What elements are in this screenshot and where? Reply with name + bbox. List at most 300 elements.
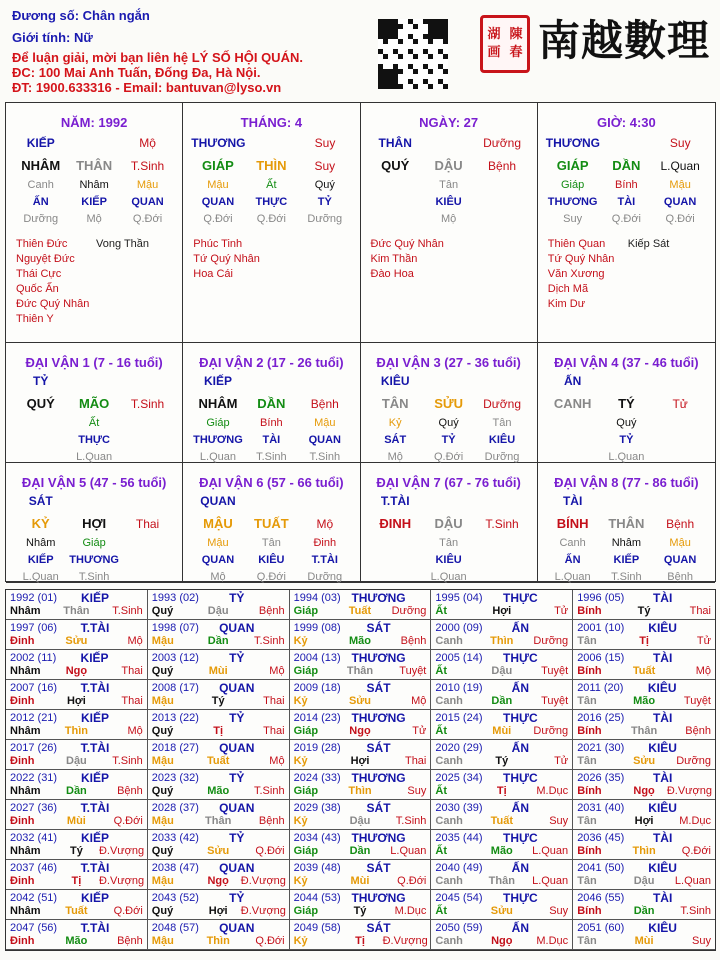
year-branch: Tý [69,845,83,857]
year-stem: Nhâm [10,785,41,797]
year-stem: Ất [435,725,447,737]
year-cell[interactable] [431,680,573,710]
year-cell[interactable] [148,590,290,620]
owner-name: Đương số: Chân ngắn [12,8,150,23]
cell-text: Suy [563,213,583,225]
cell-text: Tân [261,537,281,549]
life-stage: M.Dục [536,935,569,947]
year-row-bottom [577,665,711,678]
ten-god-label: TÀI [652,771,673,785]
cell-text: KIẾP [81,196,107,208]
year-cell[interactable] [6,920,148,950]
cell-text: KIẾP [203,374,232,388]
cell-text: THƯƠNG [545,136,600,150]
year-cell[interactable] [573,620,715,650]
year-row-bottom [577,935,711,948]
year-row-top [152,892,285,905]
year-row-top [294,682,427,695]
cell-text [475,195,528,210]
shensha-block [183,227,359,282]
year-cell[interactable] [6,890,148,920]
year-row-top [294,922,427,935]
cell-text: L.Quan [199,451,236,463]
year-stem: Giáp [293,905,319,917]
year-branch: Thìn [632,845,656,857]
dai-van-title: ĐẠI VẬN 5 (47 - 56 tuổi) [21,475,167,490]
cell-text [546,433,600,448]
year-row-top [152,832,285,845]
year-cell[interactable] [290,620,432,650]
dai-van-cell [361,463,538,583]
ten-god-label: TÀI [652,711,673,725]
ten-god-label: QUAN [219,741,255,755]
year-cell[interactable] [431,890,573,920]
life-stage: Suy [549,815,569,827]
year-cell[interactable] [573,590,715,620]
life-stage: Bệnh [685,725,711,737]
life-stage: Q.Đới [113,905,143,917]
cell-text [121,553,174,568]
pillar-cell [538,103,715,343]
year-cell[interactable] [148,920,290,950]
year-branch: Dậu [349,815,371,827]
cell-text: ẤN [564,554,581,566]
year-row-bottom [435,875,568,888]
year-row-top [577,772,711,785]
cell-text: GIÁP [556,158,589,173]
cell-text: T.Sinh [611,571,642,583]
year-cell[interactable] [573,860,715,890]
year-branch: Thân [63,605,90,617]
cell-text [298,494,351,509]
cell-text: Bệnh [310,397,339,411]
cell-text [67,136,120,151]
year-label: 1997 (06) [10,622,58,634]
shensha-left [193,237,273,282]
year-label: 2007 (16) [10,682,58,694]
year-cell[interactable] [431,710,573,740]
year-row-bottom [152,605,285,618]
ten-god-label: ẤN [511,861,529,875]
cell-text: Giáp [206,417,230,429]
year-row-top [435,592,568,605]
cell-text: Q.Đới [203,213,233,225]
year-cell[interactable] [148,710,290,740]
ten-god-label: ẤN [511,681,529,695]
ten-god-label: THỰC [503,771,538,785]
cell-text [475,553,528,568]
life-stage: Thai [121,695,143,707]
cell-text: Dưỡng [483,397,521,411]
life-stage: Tuyệt [541,695,569,707]
ten-god-label: THỰC [503,591,538,605]
year-row-bottom [294,875,427,888]
year-row-top [10,742,143,755]
year-row-bottom [10,935,143,948]
life-stage: Thai [404,755,427,767]
year-row-bottom [10,845,143,858]
shensha-item: Đức Quý Nhân [370,238,444,250]
dai-van-row [361,536,537,551]
year-cell[interactable] [573,800,715,830]
life-stage: Tuyệt [683,695,711,707]
dai-van-row [6,374,182,389]
dai-van-cell [538,463,715,583]
year-row-bottom [152,725,285,738]
dai-van-cell [183,463,360,583]
cell-text: KIÊU [488,434,516,446]
year-cell[interactable] [290,710,432,740]
year-cell[interactable] [148,770,290,800]
year-row-bottom [577,605,711,618]
cell-text: TÀI [262,434,281,446]
cell-text [653,433,707,448]
year-cell[interactable] [290,920,432,950]
ten-god-label: QUAN [219,861,255,875]
year-label: 2045 (54) [435,892,483,904]
year-cell[interactable] [290,590,432,620]
year-branch: Ngọ [207,875,229,887]
shensha-right [96,237,149,327]
cell-text: L.Quan [660,159,700,173]
year-cell[interactable] [148,890,290,920]
dai-van-row [6,514,182,534]
life-stage: L.Quan [674,875,711,887]
year-row-top [435,862,568,875]
year-cell[interactable] [573,680,715,710]
dai-van-row [361,374,537,389]
year-label: 2008 (17) [151,682,199,694]
year-cell[interactable] [6,800,148,830]
year-row-bottom [577,875,711,888]
year-label: 2001 (10) [577,622,625,634]
ten-god-label: TỶ [229,711,245,725]
cell-text: SỬU [434,396,464,411]
year-cell[interactable] [431,770,573,800]
year-branch: Mão [490,845,513,857]
year-branch: Tị [213,725,224,737]
dai-van-row [183,433,359,448]
dai-van-row [361,514,537,534]
year-row-bottom [435,605,568,618]
year-stem: Đinh [10,635,35,647]
cell-text: NHÂM [21,158,61,173]
life-stage: Mộ [127,635,143,647]
seal-char: 湖 [487,27,501,42]
year-branch: Thân [488,875,515,887]
life-stage: Bệnh [400,635,427,647]
year-stem: Bính [577,665,602,677]
ten-god-label: KIẾP [80,651,109,665]
year-cell[interactable] [431,860,573,890]
dai-van-cell [538,343,715,463]
pillar-row [183,156,359,176]
cell-text: Ất [88,417,100,429]
cell-text [369,570,422,585]
cell-text: Mộ [387,451,403,463]
year-row-top [294,802,427,815]
year-cell[interactable] [148,800,290,830]
pillar-row [538,178,715,193]
year-row-top [435,742,568,755]
year-label: 2043 (52) [151,892,199,904]
year-cell[interactable] [6,740,148,770]
cell-text [600,374,654,389]
cell-text: TÀI [562,494,583,508]
cell-text: Đinh [313,537,337,549]
year-stem: Tân [577,815,597,827]
year-stem: Bính [577,905,602,917]
year-label: 2048 (57) [151,922,199,934]
year-row-top [152,622,285,635]
pillar-title: NĂM: 1992 [60,115,128,130]
year-branch: Sửu [207,845,230,857]
year-branch: Sửu [633,755,656,767]
year-stem: Kỷ [293,935,308,947]
dai-van-row [6,433,182,448]
shensha-item: Thiên Đức [16,238,68,250]
year-cell[interactable] [6,830,148,860]
cell-text: TÀI [617,196,636,208]
year-branch: Thìn [64,725,88,737]
year-row-bottom [435,845,568,858]
life-stage: Đ.Vượng [666,785,712,797]
year-row-top [435,772,568,785]
pillar-row [183,178,359,193]
year-row-bottom [294,665,427,678]
year-stem: Nhâm [10,725,41,737]
cell-text: Tân [439,537,459,549]
year-cell[interactable] [431,830,573,860]
ten-god-label: T.TÀI [80,681,110,695]
ten-god-label: SÁT [366,861,391,875]
pillar-row [361,178,537,193]
year-stem: Mậu [151,935,174,947]
dai-van-row [538,394,715,414]
year-cell[interactable] [573,740,715,770]
life-stage: T.Sinh [395,815,427,827]
pillar-row [6,136,182,151]
year-cell[interactable] [573,920,715,950]
ten-god-label: SÁT [366,741,391,755]
year-cell[interactable] [148,740,290,770]
cell-text: THƯƠNG [191,136,246,150]
year-cell[interactable] [6,620,148,650]
pillar-row [6,178,182,193]
pillar-row [361,156,537,176]
ten-god-label: KIẾP [80,771,109,785]
cell-text: Q.Đới [256,213,286,225]
year-label: 1996 (05) [577,592,625,604]
address-line: ĐC: 100 Mai Anh Tuấn, Đống Đa, Hà Nội. [12,65,261,80]
year-row-bottom [152,815,285,828]
year-branch: Dậu [207,605,229,617]
life-stage: Bệnh [258,605,285,617]
year-row-bottom [10,605,143,618]
year-cell[interactable] [573,650,715,680]
cell-text: KIẾP [26,136,55,150]
year-cell[interactable] [290,680,432,710]
year-cell[interactable] [573,830,715,860]
year-stem: Đinh [10,695,35,707]
year-cell[interactable] [290,890,432,920]
year-cell[interactable] [6,680,148,710]
cell-text [67,494,120,509]
year-row-bottom [577,725,711,738]
cell-text: Quý [616,417,637,429]
year-cell[interactable] [290,800,432,830]
cell-text: HỢI [82,516,107,531]
year-row-top [152,592,285,605]
year-cell[interactable] [431,590,573,620]
shensha-item: Tứ Quý Nhân [193,253,260,265]
year-branch: Tuất [348,605,372,617]
cell-text: Dưỡng [484,451,520,463]
life-stage: Thai [689,605,711,617]
life-stage: T.Sinh [112,605,143,617]
cell-text: SÁT [384,434,407,446]
year-row-bottom [294,605,427,618]
year-cell[interactable] [573,770,715,800]
year-stem: Canh [435,875,463,887]
year-cell[interactable] [290,830,432,860]
year-cell[interactable] [148,620,290,650]
cell-text: Mậu [207,179,229,191]
cell-text [653,374,707,389]
year-cell[interactable] [573,710,715,740]
cell-text: L.Quan [554,571,591,583]
life-stage: Tử [554,755,569,767]
year-stem: Quý [151,905,174,917]
cell-text: Dưỡng [307,571,343,583]
year-cell[interactable] [573,890,715,920]
year-stem: Tân [577,755,597,767]
year-row-top [577,862,711,875]
year-cell[interactable] [6,590,148,620]
cell-text [245,374,298,389]
ten-god-label: KIẾP [80,891,109,905]
year-cell[interactable] [290,770,432,800]
year-branch: Thân [630,725,658,737]
year-row-top [577,832,711,845]
year-row-bottom [577,815,711,828]
year-branch: Tuất [490,815,513,827]
cell-text [245,136,298,151]
cell-text: KIÊU [435,196,462,208]
cell-text [653,416,707,431]
year-cell[interactable] [148,830,290,860]
ten-god-label: KIẾP [80,711,109,725]
ten-god-label: TỶ [229,831,245,845]
year-row-top [152,682,285,695]
year-cell[interactable] [431,650,573,680]
header [0,0,720,100]
year-row-top [10,772,143,785]
year-stem: Canh [435,635,463,647]
phone-email-line[interactable]: ĐT: 1900.633316 - Email: bantuvan@lyso.vn [12,80,282,95]
year-label: 2025 (34) [435,772,483,784]
year-row-bottom [577,635,711,648]
year-cell[interactable] [6,770,148,800]
year-branch: Tị [639,635,649,647]
year-cell[interactable] [6,860,148,890]
pillar-row [538,136,715,151]
cell-text: THỰC [255,196,288,208]
cell-text: T.Sinh [130,397,165,411]
ten-god-label: SÁT [366,681,391,695]
cell-text: THÂN [608,516,645,531]
cell-text: MẬU [203,516,233,531]
cell-text [121,570,174,585]
cell-text: T.Sinh [485,517,519,531]
cell-text [475,374,528,389]
year-cell[interactable] [431,800,573,830]
year-label: 2038 (47) [151,862,199,874]
year-row-bottom [294,695,427,708]
cell-text: QUAN [131,196,164,208]
year-branch: Sửu [348,695,371,707]
dai-van-row [361,570,537,585]
cell-text: Ất [266,179,277,191]
year-branch: Mùi [66,815,86,827]
year-cell[interactable] [6,710,148,740]
ten-god-label: QUAN [219,801,255,815]
year-cell[interactable] [290,650,432,680]
dai-van-title: ĐẠI VẬN 8 (77 - 86 tuổi) [554,475,699,490]
life-stage: T.Sinh [680,905,711,917]
pillar-row [361,212,537,227]
year-cell[interactable] [431,920,573,950]
year-label: 2003 (12) [151,652,199,664]
year-cell[interactable] [148,680,290,710]
year-cell[interactable] [431,620,573,650]
cell-text [121,433,174,448]
year-stem: Kỷ [293,755,308,767]
year-branch: Dần [349,845,371,857]
year-label: 2030 (39) [435,802,483,814]
shensha-item: Quốc Ấn [16,283,59,295]
cell-text [14,433,67,448]
life-stage: Tử [554,605,569,617]
year-cell[interactable] [431,740,573,770]
ten-god-label: T.TÀI [80,621,110,635]
cell-text: CANH [553,396,592,411]
year-cell[interactable] [290,860,432,890]
year-cell[interactable] [148,860,290,890]
cell-text: TUẤT [254,516,289,531]
life-stage: Mộ [269,665,285,677]
year-cell[interactable] [6,650,148,680]
year-stem: Tân [577,695,597,707]
cell-text: THÂN [378,136,412,150]
year-row-bottom [294,755,427,768]
cell-text: Q.Đới [132,213,163,225]
dai-van-cell [361,343,538,463]
year-label: 2032 (41) [10,832,58,844]
life-stage: Q.Đới [681,845,711,857]
year-row-top [435,682,568,695]
year-cell[interactable] [290,740,432,770]
shensha-item: Thiên Quan [547,238,606,250]
qr-code-icon[interactable] [378,19,448,89]
ten-god-label: TÀI [652,831,673,845]
cell-text: QUAN [663,196,697,208]
year-stem: Canh [435,935,463,947]
year-branch: Tuất [206,755,230,767]
year-cell[interactable] [148,650,290,680]
shensha-item: Phúc Tinh [193,238,243,250]
dai-van-title: ĐẠI VẬN 7 (67 - 76 tuổi) [376,475,521,490]
